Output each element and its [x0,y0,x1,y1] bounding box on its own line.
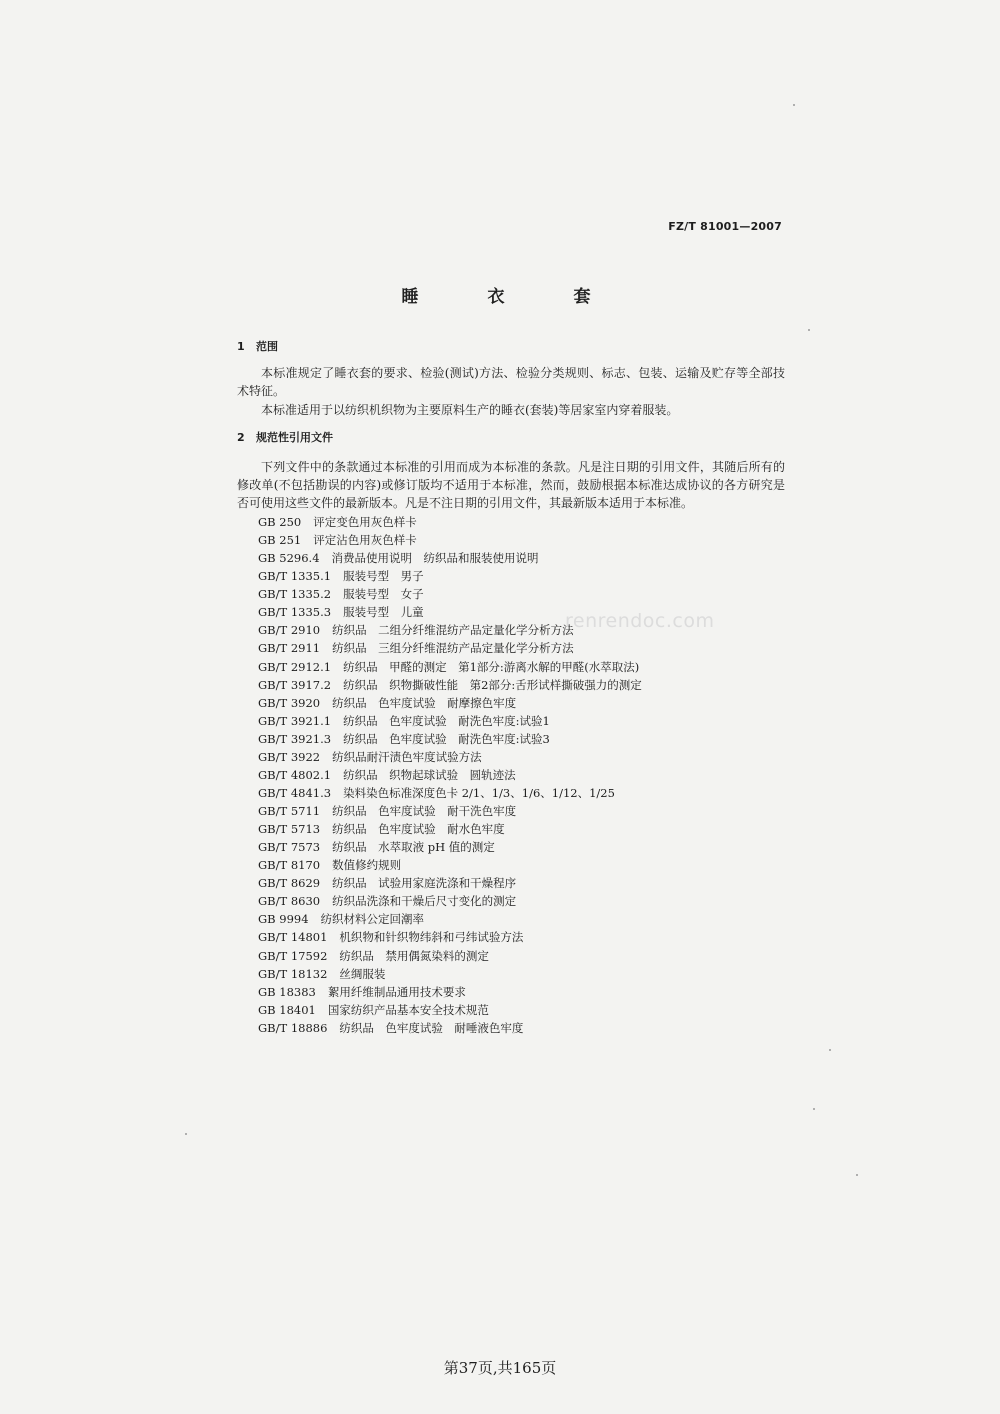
reference-item [258,874,642,892]
reference-item [258,892,642,910]
reference-item [258,639,642,657]
reference-code: GB 250 [258,515,302,529]
reference-title: 评定变色用灰色样卡 [313,515,417,529]
reference-code: GB/T 1335.2 [258,587,332,602]
reference-code: GB/T 8170 [258,858,321,873]
document-title: 睡 衣 套 [401,287,617,307]
reference-title: 纺织品 色牢度试验 耐干洗色牢度 [332,804,517,818]
standard-code: FZ/T 81001—2007 [668,220,782,233]
reference-code: GB 251 [258,533,302,548]
reference-code: GB/T 14801 [258,930,328,945]
reference-code: GB/T 2910 [258,623,321,638]
reference-item [258,910,642,928]
reference-title: 纺织材料公定回潮率 [320,912,425,927]
reference-title: 纺织品 二组分纤维混纺产品定量化学分析方法 [332,623,574,638]
scan-speck [793,104,795,106]
reference-code: GB/T 8630 [258,894,321,909]
reference-title: 数值修约规则 [332,858,402,873]
reference-code: GB/T 4841.3 [258,785,332,800]
section-title: 范围 [256,340,278,353]
reference-item [258,1001,642,1019]
reference-item [258,838,642,856]
reference-item [258,784,642,802]
reference-title: 机织物和针织物纬斜和弓纬试验方法 [339,930,524,945]
reference-item [258,947,642,965]
watermark-text: renrendoc.com [565,610,715,632]
scan-speck [185,1133,187,1135]
reference-item [258,531,642,549]
reference-code: GB/T 8629 [258,876,321,891]
reference-code: GB/T 2912.1 [258,659,332,674]
reference-item [258,748,642,766]
reference-item [258,585,642,603]
reference-code: GB/T 5713 [258,822,321,837]
reference-title: 纺织品 色牢度试验 耐唾液色牢度 [339,1020,524,1035]
reference-item [258,567,642,585]
reference-title: 纺织品 禁用偶氮染料的测定 [339,948,489,963]
reference-item [258,549,642,567]
section-number: 1 [237,340,245,353]
reference-title: 纺织品 色牢度试验 耐洗色牢度:试验3 [343,731,550,746]
reference-item [258,730,642,748]
section-1-paragraph: 本标准规定了睡衣套的要求、检验(测试)方法、检验分类规则、标志、包装、运输及贮存等全部技术特征。 [237,366,785,398]
reference-title: 纺织品 色牢度试验 耐水色牢度 [332,822,505,837]
reference-code: GB 5296.4 [258,551,320,566]
reference-title: 纺织品 织物撕破性能 第2部分:舌形试样撕破强力的测定 [343,677,642,692]
reference-title: 纺织品 色牢度试验 耐摩擦色牢度 [332,695,517,710]
section-2-heading [237,429,333,445]
scan-speck [813,1108,815,1110]
reference-title: 服装号型 女子 [343,587,424,602]
reference-title: 纺织品 试验用家庭洗涤和干燥程序 [332,876,517,891]
reference-title: 消费品使用说明 纺织品和服装使用说明 [331,551,539,566]
reference-item [258,856,642,874]
reference-code: GB/T 4802.1 [258,767,332,782]
section-2-intro: 下列文件中的条款通过本标准的引用而成为本标准的条款。凡是注日期的引用文件，其随后所有的修改单(不包括勘误的内容)或修订版均不适用于本标准，然而，鼓励根据本标准达成协议的各方研究是否可使用这些文件的最新版本。凡是不注日期的引用文件，其最新版本适用于本标准。 [237,460,785,510]
scan-speck [856,1174,858,1176]
reference-title: 纺织品洗涤和干燥后尺寸变化的测定 [332,894,517,909]
reference-title: 染料染色标准深度色卡 2/1、1/3、1/6、1/12、1/25 [343,785,615,800]
reference-item [258,928,642,946]
reference-item [258,694,642,712]
section-title: 规范性引用文件 [256,431,333,444]
reference-title: 服装号型 儿童 [343,605,424,620]
reference-code: GB/T 1335.3 [258,605,332,620]
reference-title: 国家纺织产品基本安全技术规范 [327,1002,489,1017]
reference-code: GB/T 3917.2 [258,677,332,692]
reference-code: GB/T 18886 [258,1020,328,1035]
scan-speck [829,1049,831,1051]
reference-title: 纺织品 水萃取液 pH 值的测定 [332,840,495,855]
reference-item [258,676,642,694]
section-number: 2 [237,431,245,444]
reference-item [258,712,642,730]
reference-code: GB 18383 [258,984,316,999]
reference-code: GB/T 3921.1 [258,713,332,728]
reference-code: GB/T 3922 [258,749,321,764]
reference-item [258,802,642,820]
reference-code: GB/T 7573 [258,840,321,855]
reference-item [258,1019,642,1037]
reference-code: GB 9994 [258,912,309,927]
reference-code: GB/T 17592 [258,948,328,963]
section-1-paragraph: 本标准适用于以纺织机织物为主要原料生产的睡衣(套装)等居家室内穿着服装。 [261,403,679,417]
scan-speck [808,329,810,331]
reference-title: 纺织品耐汗渍色牢度试验方法 [332,749,482,764]
reference-code: GB/T 3921.3 [258,731,332,746]
reference-item [258,513,642,531]
reference-item [258,983,642,1001]
reference-title: 纺织品 甲醛的测定 第1部分:游离水解的甲醛(水萃取法) [343,659,640,674]
reference-code: GB 18401 [258,1002,316,1017]
reference-item [258,766,642,784]
page-footer: 第37页,共165页 [443,1359,557,1377]
section-1-heading [237,338,278,354]
reference-title: 纺织品 色牢度试验 耐洗色牢度:试验1 [343,713,550,728]
reference-item [258,658,642,676]
reference-code: GB/T 5711 [258,804,321,818]
reference-code: GB/T 3920 [258,695,321,710]
reference-title: 纺织品 织物起球试验 圆轨迹法 [343,767,516,782]
reference-title: 评定沾色用灰色样卡 [313,533,417,548]
reference-item [258,965,642,983]
reference-title: 服装号型 男子 [343,569,424,584]
reference-item [258,820,642,838]
reference-code: GB/T 18132 [258,966,328,981]
reference-list [258,513,642,1037]
reference-title: 纺织品 三组分纤维混纺产品定量化学分析方法 [332,641,574,656]
reference-title: 絮用纤维制品通用技术要求 [327,984,466,999]
reference-title: 丝绸服装 [339,966,386,981]
reference-code: GB/T 1335.1 [258,569,332,584]
reference-code: GB/T 2911 [258,641,321,656]
